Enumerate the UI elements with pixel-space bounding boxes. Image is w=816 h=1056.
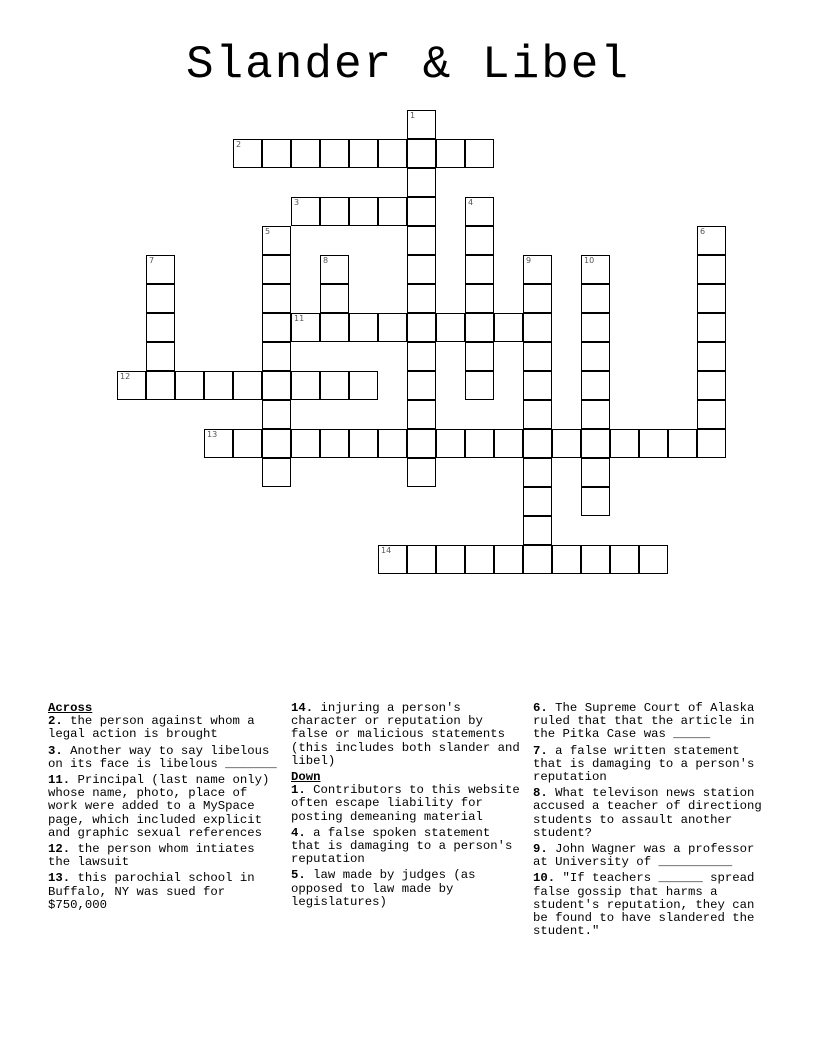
grid-cell[interactable] <box>233 429 262 458</box>
clue-text: this parochial school in Buffalo, NY was sued for $750,000 <box>48 871 255 912</box>
clue-down-9 <box>533 843 769 869</box>
grid-cell[interactable] <box>697 342 726 371</box>
across-heading: Across <box>48 701 93 715</box>
grid-cell[interactable] <box>407 371 436 400</box>
grid-cell[interactable] <box>262 255 291 284</box>
grid-cell[interactable] <box>523 458 552 487</box>
grid-cell[interactable] <box>349 429 378 458</box>
grid-cell[interactable] <box>262 139 291 168</box>
cell-number: 13 <box>207 430 218 439</box>
grid-cell[interactable] <box>320 284 349 313</box>
grid-cell[interactable] <box>494 545 523 574</box>
grid-cell[interactable] <box>697 400 726 429</box>
grid-cell[interactable] <box>320 313 349 342</box>
grid-cell[interactable] <box>697 284 726 313</box>
grid-cell[interactable] <box>378 139 407 168</box>
cell-number: 14 <box>381 546 392 555</box>
grid-cell[interactable] <box>465 371 494 400</box>
grid-cell[interactable] <box>697 255 726 284</box>
grid-cell[interactable] <box>146 371 175 400</box>
grid-cell[interactable] <box>552 545 581 574</box>
clue-text: the person against whom a legal action is brought <box>48 714 255 742</box>
clue-number: 3. <box>48 743 63 758</box>
cell-number: 12 <box>120 372 131 381</box>
grid-cell[interactable] <box>407 342 436 371</box>
grid-cell[interactable] <box>668 429 697 458</box>
clue-down-4 <box>291 827 527 867</box>
cell-number: 4 <box>468 198 474 207</box>
cell-number: 6 <box>700 227 706 236</box>
grid-cell[interactable] <box>465 429 494 458</box>
grid-cell[interactable] <box>291 371 320 400</box>
grid-cell[interactable] <box>494 313 523 342</box>
clue-number: 9. <box>533 842 548 857</box>
clue-text: John Wagner was a professor at University of __________ <box>533 842 755 870</box>
grid-cell[interactable] <box>378 429 407 458</box>
grid-cell[interactable] <box>378 545 407 574</box>
grid-cell[interactable] <box>407 313 436 342</box>
grid-cell[interactable] <box>204 429 233 458</box>
clue-down-1 <box>291 784 527 824</box>
grid-cell[interactable] <box>262 458 291 487</box>
cell-number: 5 <box>265 227 271 236</box>
grid-cell[interactable] <box>523 255 552 284</box>
clue-number: 8. <box>533 786 548 801</box>
cell-number: 2 <box>236 140 242 149</box>
cell-number: 1 <box>410 111 416 120</box>
clues-column-1 <box>48 702 284 915</box>
grid-cell[interactable] <box>204 371 233 400</box>
grid-cell[interactable] <box>349 371 378 400</box>
grid-cell[interactable] <box>436 429 465 458</box>
grid-cell[interactable] <box>407 429 436 458</box>
grid-cell[interactable] <box>320 429 349 458</box>
clues-column-2 <box>291 702 527 912</box>
clue-number: 14. <box>291 701 314 715</box>
grid-cell[interactable] <box>436 313 465 342</box>
grid-cell[interactable] <box>262 371 291 400</box>
clue-number: 12. <box>48 842 71 857</box>
grid-cell[interactable] <box>494 429 523 458</box>
clue-across-12 <box>48 843 284 869</box>
cell-number: 10 <box>584 256 595 265</box>
grid-cell[interactable] <box>407 168 436 197</box>
clue-text: Contributors to this website often escape liability for posting demeaning material <box>291 783 520 824</box>
clue-down-10 <box>533 872 769 938</box>
grid-cell[interactable] <box>523 429 552 458</box>
clue-text: What televison news station accused a teacher of directiong students to assault another student? <box>533 786 762 840</box>
page-title: Slander & Libel <box>185 39 631 91</box>
grid-cell[interactable] <box>378 197 407 226</box>
clue-number: 6. <box>533 701 548 715</box>
grid-cell[interactable] <box>436 139 465 168</box>
grid-cell[interactable] <box>465 342 494 371</box>
grid-cell[interactable] <box>523 313 552 342</box>
grid-cell[interactable] <box>407 255 436 284</box>
grid-cell[interactable] <box>407 545 436 574</box>
grid-cell[interactable] <box>639 545 668 574</box>
clue-number: 10. <box>533 871 556 886</box>
clue-down-8 <box>533 787 769 840</box>
grid-cell[interactable] <box>262 226 291 255</box>
grid-cell[interactable] <box>320 139 349 168</box>
grid-cell[interactable] <box>552 429 581 458</box>
grid-cell[interactable] <box>697 429 726 458</box>
grid-cell[interactable] <box>581 458 610 487</box>
grid-cell[interactable] <box>262 342 291 371</box>
grid-cell[interactable] <box>465 139 494 168</box>
clue-text: Principal (last name only) whose name, photo, place of work were added to a MySpace page, which included explicit and graphic sexual references <box>48 773 270 840</box>
grid-cell[interactable] <box>262 284 291 313</box>
grid-cell[interactable] <box>262 400 291 429</box>
grid-cell[interactable] <box>523 371 552 400</box>
grid-cell[interactable] <box>146 255 175 284</box>
clue-number: 5. <box>291 868 306 883</box>
clue-down-5 <box>291 869 527 909</box>
grid-cell[interactable] <box>581 284 610 313</box>
clue-text: law made by judges (as opposed to law made by legislatures) <box>291 868 476 909</box>
grid-cell[interactable] <box>262 313 291 342</box>
clue-number: 2. <box>48 714 63 729</box>
grid-cell[interactable] <box>349 313 378 342</box>
grid-cell[interactable] <box>581 487 610 516</box>
grid-cell[interactable] <box>146 313 175 342</box>
grid-cell[interactable] <box>697 226 726 255</box>
grid-cell[interactable] <box>523 487 552 516</box>
grid-cell[interactable] <box>349 197 378 226</box>
grid-cell[interactable] <box>320 255 349 284</box>
clue-across-14 <box>291 702 527 768</box>
clue-across-3 <box>48 745 284 771</box>
down-heading: Down <box>291 770 321 785</box>
grid-cell[interactable] <box>697 313 726 342</box>
grid-cell[interactable] <box>407 197 436 226</box>
grid-cell[interactable] <box>291 313 320 342</box>
grid-cell[interactable] <box>610 429 639 458</box>
grid-cell[interactable] <box>581 371 610 400</box>
clue-down-6 <box>533 702 769 742</box>
clues-column-3 <box>533 702 769 941</box>
grid-cell[interactable] <box>407 400 436 429</box>
grid-cell[interactable] <box>523 284 552 313</box>
grid-cell[interactable] <box>378 313 407 342</box>
grid-cell[interactable] <box>146 284 175 313</box>
grid-cell[interactable] <box>523 516 552 545</box>
grid-cell[interactable] <box>233 139 262 168</box>
grid-cell[interactable] <box>146 342 175 371</box>
cell-number: 8 <box>323 256 329 265</box>
grid-cell[interactable] <box>581 545 610 574</box>
grid-cell[interactable] <box>465 545 494 574</box>
grid-cell[interactable] <box>465 284 494 313</box>
grid-cell[interactable] <box>175 371 204 400</box>
grid-cell[interactable] <box>581 255 610 284</box>
clue-text: the person whom intiates the lawsuit <box>48 842 255 870</box>
grid-cell[interactable] <box>523 342 552 371</box>
clue-text: injuring a person's character or reputation by false or malicious statements (this includes both slander and libel) <box>291 701 520 768</box>
clue-number: 4. <box>291 825 306 840</box>
clue-text: a false written statement that is damaging to a person's reputation <box>533 743 755 785</box>
grid-cell[interactable] <box>320 197 349 226</box>
clue-text: The Supreme Court of Alaska ruled that that the article in the Pitka Case was _____ <box>533 701 755 742</box>
cell-number: 7 <box>149 256 155 265</box>
grid-cell[interactable] <box>407 284 436 313</box>
clue-number: 13. <box>48 871 71 886</box>
clue-text: "If teachers ______ spread false gossip that harms a student's reputation, they can be found to have slandered the student." <box>533 871 755 939</box>
grid-cell[interactable] <box>233 371 262 400</box>
grid-cell[interactable] <box>291 197 320 226</box>
grid-cell[interactable] <box>465 255 494 284</box>
grid-cell[interactable] <box>349 139 378 168</box>
grid-cell[interactable] <box>291 429 320 458</box>
clue-number: 7. <box>533 743 548 758</box>
grid-cell[interactable] <box>610 545 639 574</box>
grid-cell[interactable] <box>465 313 494 342</box>
grid-cell[interactable] <box>581 313 610 342</box>
clue-text: Another way to say libelous on its face is libelous _______ <box>48 743 277 771</box>
grid-cell[interactable] <box>407 110 436 139</box>
grid-cell[interactable] <box>639 429 668 458</box>
grid-cell[interactable] <box>291 139 320 168</box>
grid-cell[interactable] <box>436 545 465 574</box>
cell-number: 3 <box>294 198 300 207</box>
grid-cell[interactable] <box>581 342 610 371</box>
grid-cell[interactable] <box>581 400 610 429</box>
grid-cell[interactable] <box>262 429 291 458</box>
grid-cell[interactable] <box>407 139 436 168</box>
clue-down-7 <box>533 745 769 785</box>
grid-cell[interactable] <box>407 458 436 487</box>
clue-across-11 <box>48 774 284 840</box>
grid-cell[interactable] <box>523 400 552 429</box>
grid-cell[interactable] <box>407 226 436 255</box>
clue-number: 1. <box>291 783 306 798</box>
grid-cell[interactable] <box>581 429 610 458</box>
grid-cell[interactable] <box>465 197 494 226</box>
clue-across-2 <box>48 715 284 741</box>
grid-cell[interactable] <box>523 545 552 574</box>
grid-cell[interactable] <box>465 226 494 255</box>
cell-number: 11 <box>294 314 305 323</box>
clue-number: 11. <box>48 773 71 788</box>
clue-text: a false spoken statement that is damaging to a person's reputation <box>291 825 513 867</box>
grid-cell[interactable] <box>117 371 146 400</box>
clue-across-13 <box>48 872 284 912</box>
grid-cell[interactable] <box>697 371 726 400</box>
cell-number: 9 <box>526 256 532 265</box>
grid-cell[interactable] <box>320 371 349 400</box>
